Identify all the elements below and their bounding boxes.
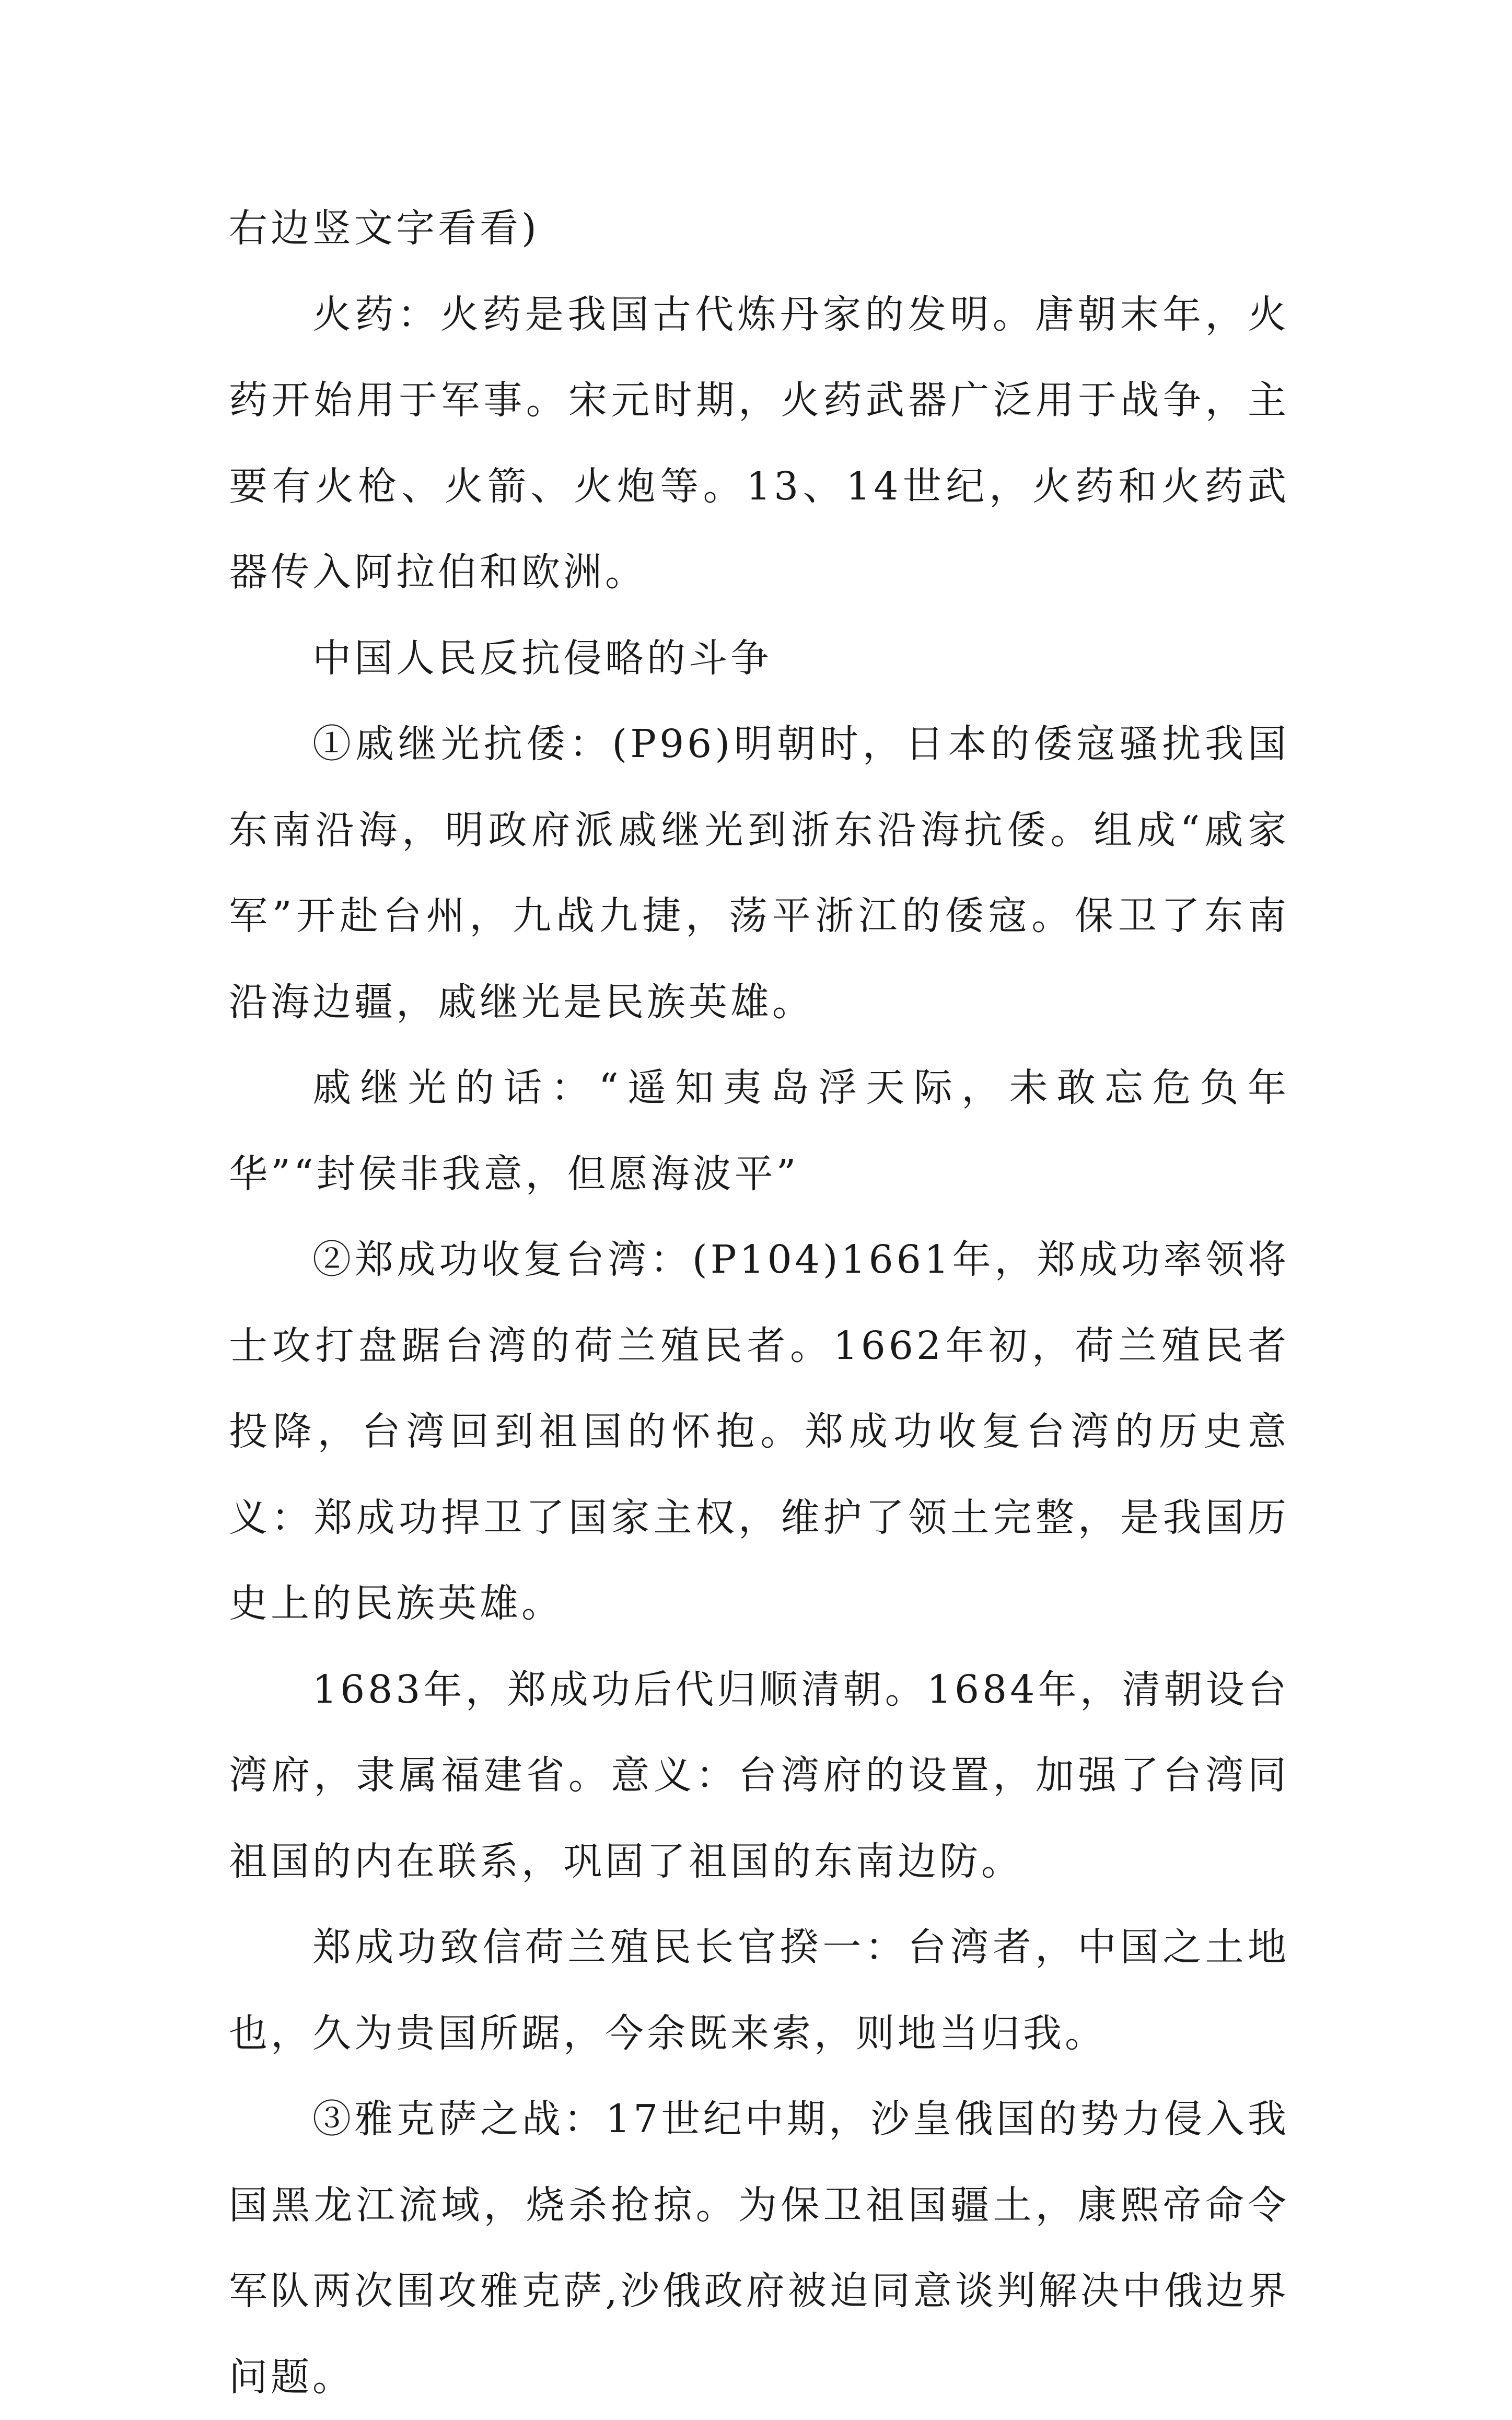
paragraph-taiwan-prefecture: 1683年，郑成功后代归顺清朝。1684年，清朝设台湾府，隶属福建省。意义：台湾府的设置，加强了台湾同祖国的内在联系，巩固了祖国的东南边防。	[229, 1667, 1289, 1884]
paragraph-qi-jiguang-quote: 戚继光的话：“遥知夷岛浮天际，未敢忘危负年华”“封侯非我意，但愿海波平”	[229, 1065, 1289, 1196]
section-heading: 中国人民反抗侵略的斗争	[312, 635, 772, 681]
document-body	[229, 185, 1289, 2420]
paragraph-yaksa: ③雅克萨之战：17世纪中期，沙皇俄国的势力侵入我国黑龙江流域，烧杀抢掠。为保卫祖国疆土，康熙帝命令军队两次围攻雅克萨,沙俄政府被迫同意谈判解决中俄边界问题。	[229, 2097, 1289, 2400]
paragraph-zheng-letter: 郑成功致信荷兰殖民长官揆一：台湾者，中国之土地也，久为贵国所踞，今余既来索，则地当归我。	[229, 1925, 1289, 2056]
paragraph-continuation: 右边竖文字看看)	[229, 206, 540, 251]
paragraph-zheng-chenggong: ②郑成功收复台湾：(P104)1661年，郑成功率领将士攻打盘踞台湾的荷兰殖民者。1662年初，荷兰殖民者投降，台湾回到祖国的怀抱。郑成功收复台湾的历史意义：郑成功捍卫了国家主权，维护了领土完整，是我国历史上的民族英雄。	[229, 1237, 1289, 1626]
paragraph-gunpowder: 火药：火药是我国古代炼丹家的发明。唐朝末年，火药开始用于军事。宋元时期，火药武器广泛用于战争，主要有火枪、火箭、火炮等。13、14世纪，火药和火药武器传入阿拉伯和欧洲。	[229, 292, 1289, 595]
paragraph-qi-jiguang: ①戚继光抗倭：(P96)明朝时，日本的倭寇骚扰我国东南沿海，明政府派戚继光到浙东沿海抗倭。组成“戚家军”开赴台州，九战九捷，荡平浙江的倭寇。保卫了东南沿海边疆，戚继光是民族英雄。	[229, 722, 1289, 1025]
